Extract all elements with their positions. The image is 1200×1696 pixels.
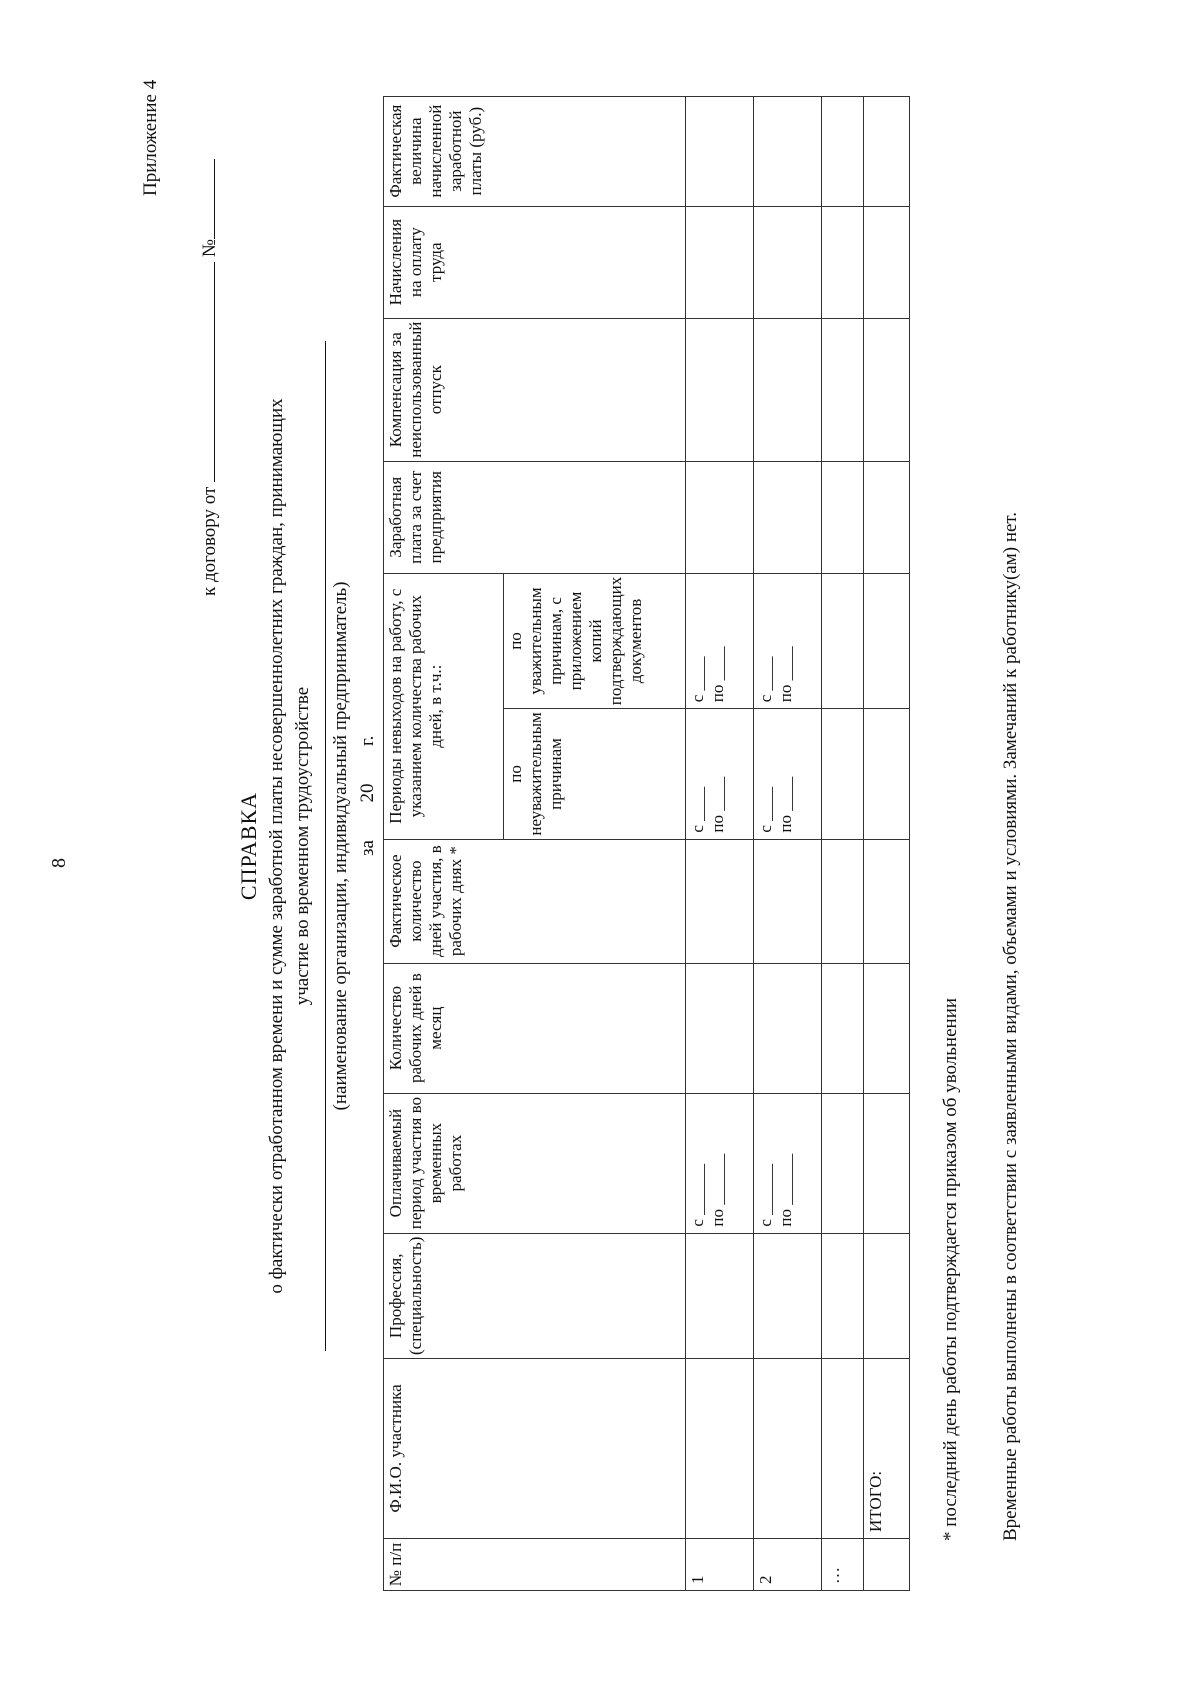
contract-date-blank	[196, 262, 215, 482]
header-compensation: Компенсация за неиспользованный отпуск	[384, 318, 686, 461]
header-num: № п/п	[384, 1539, 686, 1591]
total-num	[864, 1539, 910, 1591]
total-row	[864, 96, 910, 1590]
row-num: 2	[754, 1539, 822, 1591]
total-cell	[864, 96, 910, 206]
row-compensation	[686, 318, 754, 461]
subtitle-line-1: о фактически отработанном времени и сумме заработной платы несовершеннолетних граждан, принимающих	[266, 398, 287, 1294]
row-profession	[754, 1233, 822, 1358]
row-paid-period: с ______ по ______	[686, 1093, 754, 1233]
header-absences-unexcused: по неуважительным причинам	[504, 709, 686, 839]
document-title: СПРАВКА	[236, 791, 261, 901]
report-table	[383, 96, 910, 1591]
row-profession	[686, 1233, 754, 1358]
row-salary	[822, 461, 864, 573]
header-actual-days: Фактическое количество дней участия, в рабочих днях *	[384, 839, 686, 963]
row-paid-period	[822, 1093, 864, 1233]
row-num: 1	[686, 1539, 754, 1591]
header-absences-excused: по уважительным причинам, с приложением копий подтверждающих документов	[504, 573, 686, 709]
footnote: * последний день работы подтверждается приказом об увольнении	[940, 997, 961, 1541]
row-charges	[686, 206, 754, 318]
row-fio	[686, 1359, 754, 1539]
row-work-days	[686, 963, 754, 1093]
period-prefix: за	[357, 840, 378, 856]
row-actual-salary	[686, 96, 754, 206]
document-subtitle	[264, 226, 316, 1466]
header-work-days: Количество рабочих дней в месяц	[384, 963, 686, 1093]
row-absences-excused: с ____ по ____	[754, 573, 822, 709]
row-num: …	[822, 1539, 864, 1591]
page-number: 8	[48, 858, 70, 868]
org-name-caption: (наименование организации, индивидуальный предприниматель)	[330, 581, 351, 1111]
row-compensation	[754, 318, 822, 461]
row-absences-unexcused: с ____ по ____	[686, 709, 754, 839]
header-profession: Профессия, (специальность)	[384, 1233, 686, 1358]
row-compensation	[822, 318, 864, 461]
org-name-line	[325, 341, 326, 1351]
header-absences: Периоды невыходов на работу, с указанием количества рабочих дней, в т.ч.:	[384, 573, 504, 839]
subtitle-line-2: участие во временном трудоустройстве	[292, 686, 313, 1006]
row-actual-days	[822, 839, 864, 963]
total-cell	[864, 1233, 910, 1358]
row-absences-excused: с ____ по ____	[686, 573, 754, 709]
row-actual-salary	[754, 96, 822, 206]
row-fio	[822, 1359, 864, 1539]
header-paid-period: Оплачиваемый период участия во временных работах	[384, 1093, 686, 1233]
row-salary	[686, 461, 754, 573]
total-cell	[864, 573, 910, 709]
final-statement: Временные работы выполнены в соответствии с заявленными видами, объемами и условиями. Замечаний к работнику(ам) нет.	[1000, 511, 1021, 1541]
row-actual-days	[754, 839, 822, 963]
total-cell	[864, 1093, 910, 1233]
total-label: ИТОГО:	[864, 1359, 910, 1539]
header-charges: Начисления на оплату труда	[384, 206, 686, 318]
total-cell	[864, 963, 910, 1093]
total-cell	[864, 461, 910, 573]
table-row	[822, 96, 864, 1590]
row-work-days	[754, 963, 822, 1093]
header-actual-salary: Фактическая величина начисленной заработной платы (руб.)	[384, 96, 686, 206]
total-cell	[864, 318, 910, 461]
row-actual-days	[686, 839, 754, 963]
contract-number-blank	[196, 159, 215, 239]
contract-reference	[196, 159, 221, 596]
row-absences-unexcused	[822, 709, 864, 839]
row-absences-unexcused: с ____ по ____	[754, 709, 822, 839]
table-row	[754, 96, 822, 1590]
row-fio	[754, 1359, 822, 1539]
total-cell	[864, 839, 910, 963]
row-profession	[822, 1233, 864, 1358]
row-work-days	[822, 963, 864, 1093]
row-charges	[822, 206, 864, 318]
period-year-suffix: г.	[357, 735, 378, 747]
table-row	[686, 96, 754, 1590]
total-cell	[864, 206, 910, 318]
header-salary: Заработная плата за счет предприятия	[384, 461, 686, 573]
contract-prefix: к договору от	[199, 486, 220, 596]
period-year-prefix: 20	[357, 783, 378, 803]
contract-number-prefix: №	[199, 238, 220, 258]
row-charges	[754, 206, 822, 318]
row-absences-excused	[822, 573, 864, 709]
header-fio: Ф.И.О. участника	[384, 1359, 686, 1539]
appendix-title: Приложение 4	[140, 79, 161, 196]
report-period	[357, 736, 379, 856]
row-salary	[754, 461, 822, 573]
row-paid-period: с ______ по ______	[754, 1093, 822, 1233]
row-actual-salary	[822, 96, 864, 206]
total-cell	[864, 709, 910, 839]
